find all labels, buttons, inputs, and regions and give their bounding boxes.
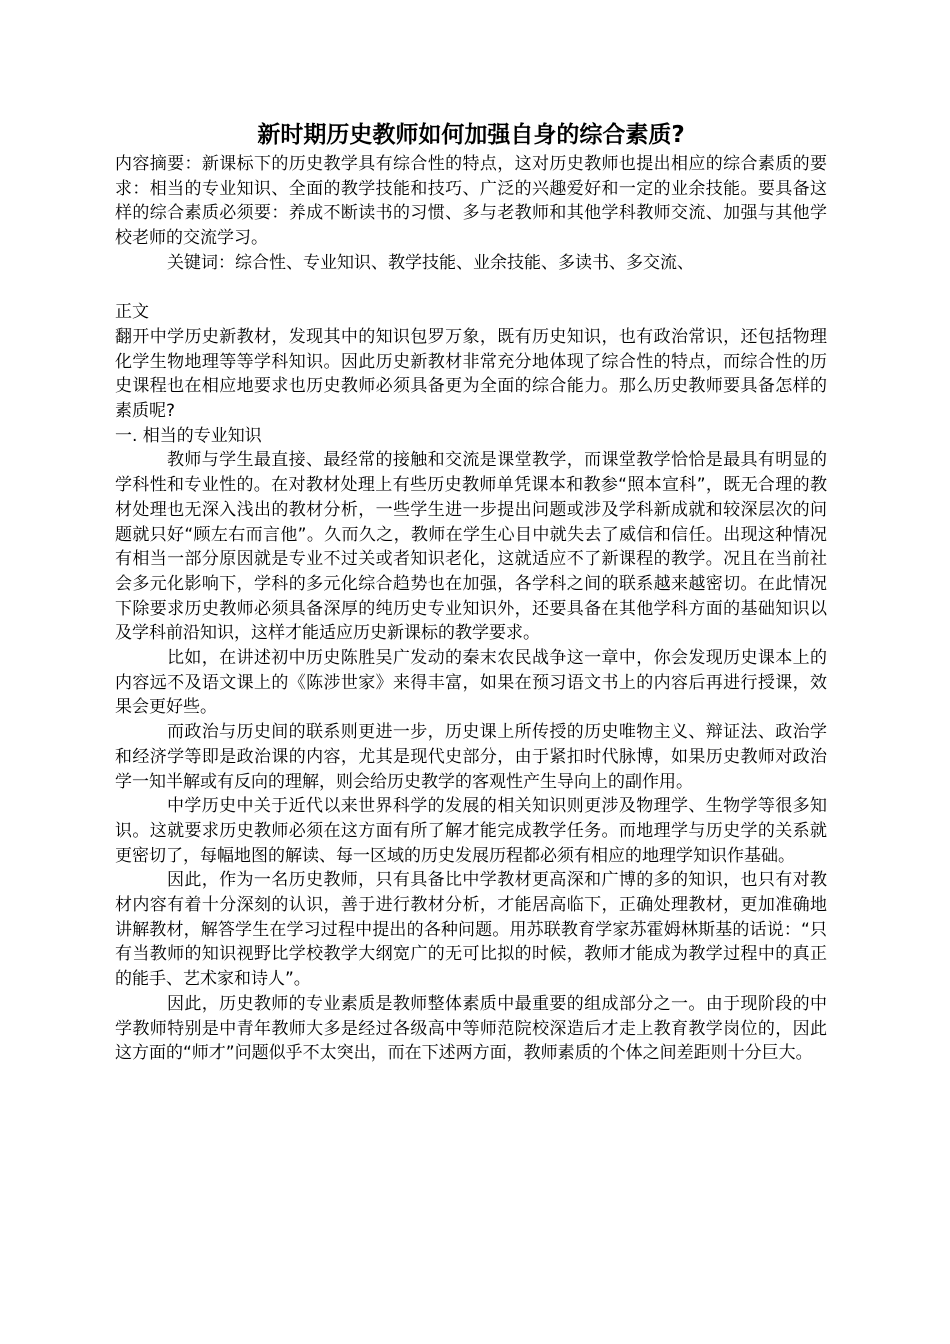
blank-line	[115, 276, 827, 301]
document-page	[115, 118, 827, 1066]
abstract-paragraph: 内容摘要：新课标下的历史教学具有综合性的特点，这对历史教师也提出相应的综合素质的要求：相当的专业知识、全面的教学技能和技巧、广泛的兴趣爱好和一定的业余技能。要具备这样的综合素质必须要：养成不断读书的习惯、多与老教师和其他学科教师交流、加强与其他学校老师的交流学习。	[115, 154, 827, 249]
body-paragraph: 因此，作为一名历史教师，只有具备比中学教材更高深和广博的多的知识，也只有对教材内容有着十分深刻的认识，善于进行教材分析，才能居高临下，正确处理教材，更加准确地讲解教材，解答学生在学习过程中提出的各种问题。用苏联教育学家苏霍姆林斯基的话说：“只有当教师的知识视野比学校教学大纲宽广的无可比拟的时候，教师才能成为教学过程中的真正的能手、艺术家和诗人”。	[115, 870, 827, 990]
intro-paragraph: 翻开中学历史新教材，发现其中的知识包罗万象，既有历史知识，也有政治常识，还包括物理化学生物地理等等学科知识。因此历史新教材非常充分地体现了综合性的特点，而综合性的历史课程也在相应地要求也历史教师必须具备更为全面的综合能力。那么历史教师要具备怎样的素质呢?	[115, 326, 827, 422]
body-paragraph: 而政治与历史间的联系则更进一步，历史课上所传授的历史唯物主义、辩证法、政治学和经济学等即是政治课的内容，尤其是现代史部分，由于紧扣时代脉博，如果历史教师对政治学一知半解或有反向的理解，则会给历史教学的客观性产生导向上的副作用。	[115, 722, 827, 792]
keywords-line: 关键词：综合性、专业知识、教学技能、业余技能、多读书、多交流、	[167, 252, 694, 273]
body-heading: 正文	[115, 302, 149, 323]
body-paragraph: 教师与学生最直接、最经常的接触和交流是课堂教学，而课堂教学恰恰是最具有明显的学科性和专业性的。在对教材处理上有些历史教师单凭课本和教参“照本宣科”，既无合理的教材处理也无深入浅出的教材分析，一些学生进一步提出问题或涉及学科新成就和较深层次的问题就只好“顾左右而言他”。久而久之，教师在学生心目中就失去了威信和信任。出现这种情况有相当一部分原因就是专业不过关或者知识老化，这就适应不了新课程的教学。况且在当前社会多元化影响下，学科的多元化综合趋势也在加强，各学科之间的联系越来越密切。在此情况下除要求历史教师必须具备深厚的纯历史专业知识外，还要具备在其他学科方面的基础知识以及学科前沿知识，这样才能适应历史新课标的教学要求。	[115, 450, 827, 644]
document-title: 新时期历史教师如何加强自身的综合素质?	[257, 122, 685, 148]
body-paragraph: 因此，历史教师的专业素质是教师整体素质中最重要的组成部分之一。由于现阶段的中学教师特别是中青年教师大多是经过各级高中等师范院校深造后才走上教育教学岗位的，因此这方面的“师才”问题似乎不太突出，而在下述两方面，教师素质的个体之间差距则十分巨大。	[115, 993, 827, 1064]
body-paragraph: 中学历史中关于近代以来世界科学的发展的相关知识则更涉及物理学、生物学等很多知识。这就要求历史教师必须在这方面有所了解才能完成教学任务。而地理学与历史学的关系就更密切了，每幅地图的解读、每一区域的历史发展历程都必须有相应的地理学知识作基础。	[115, 796, 827, 866]
section-heading: 一. 相当的专业知识	[115, 425, 262, 446]
body-paragraph: 比如，在讲述初中历史陈胜吴广发动的秦末农民战争这一章中，你会发现历史课本上的内容远不及语文课上的《陈涉世家》来得丰富，如果在预习语文书上的内容后再进行授课，效果会更好些。	[115, 648, 827, 718]
